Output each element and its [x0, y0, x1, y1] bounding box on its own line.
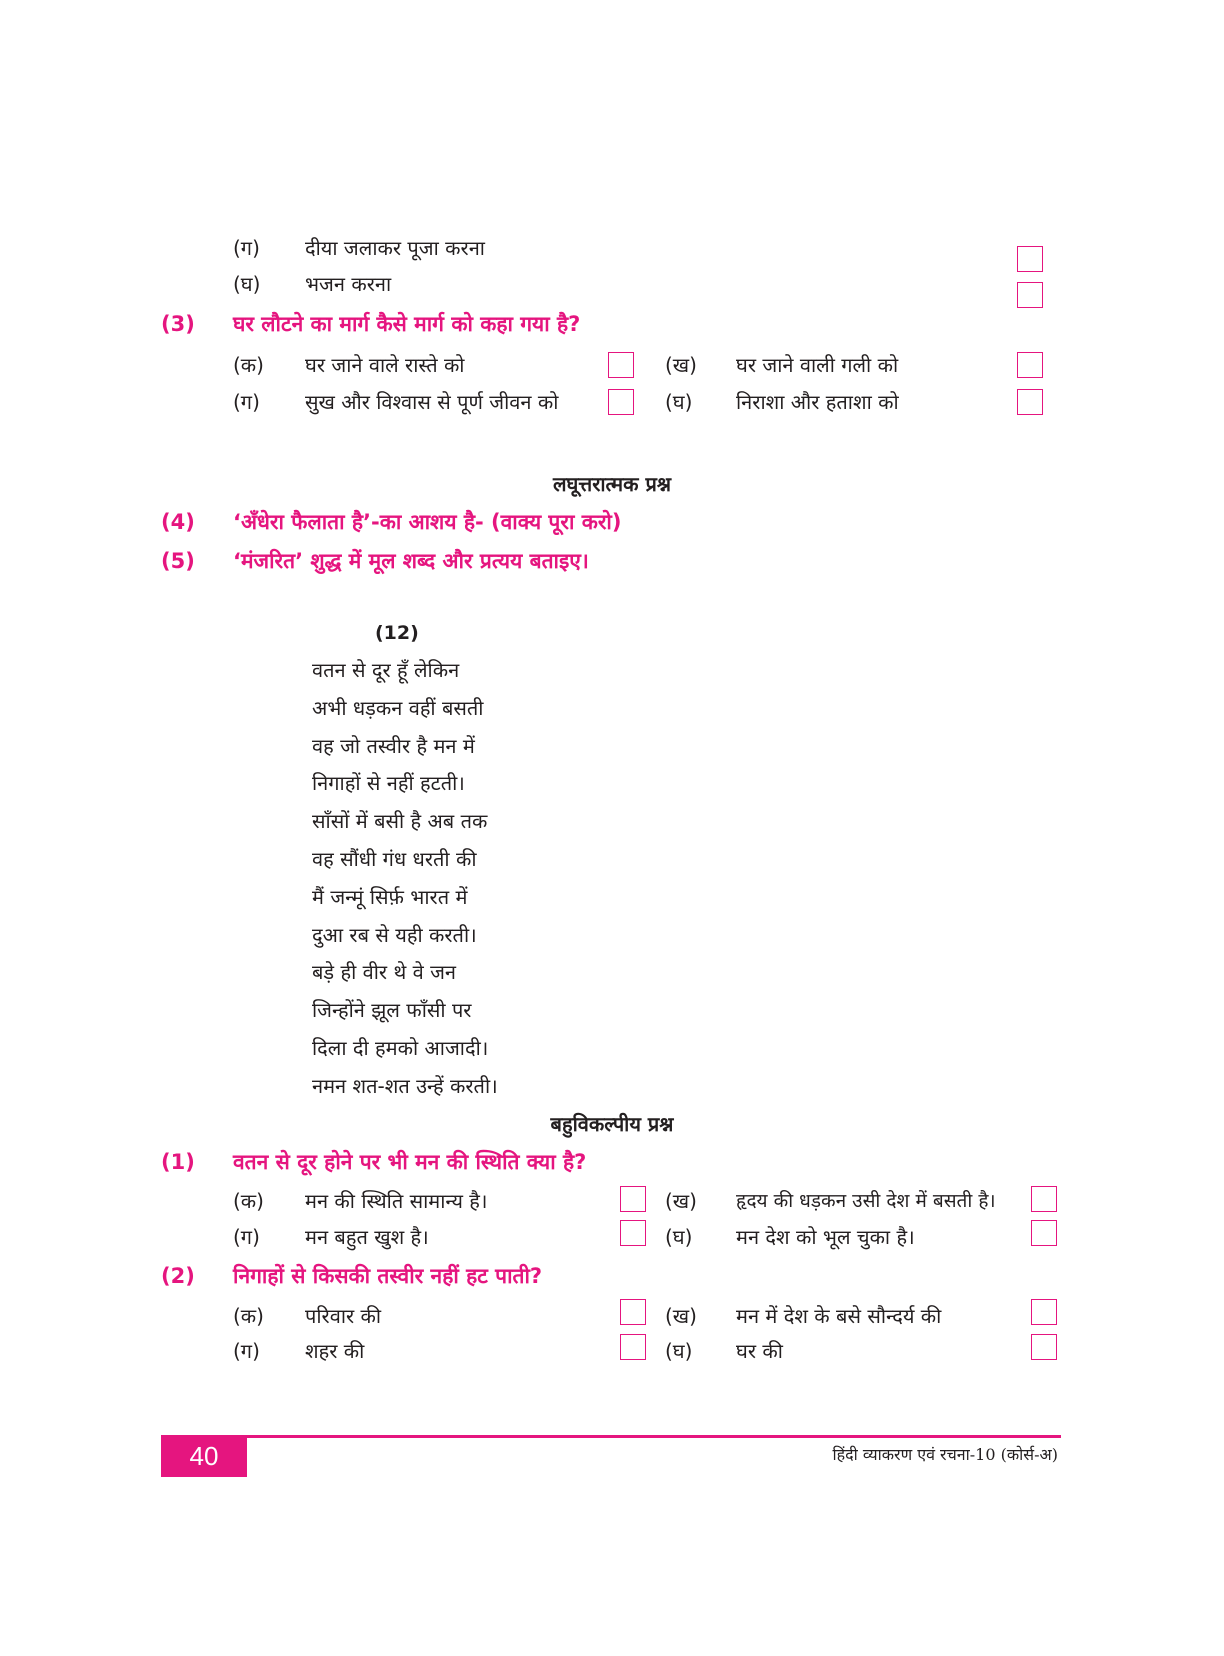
option-label: (घ) — [665, 390, 693, 414]
option-text: घर की — [736, 1339, 783, 1363]
answer-checkbox[interactable] — [620, 1220, 646, 1246]
question-number: (3) — [161, 312, 195, 336]
answer-checkbox[interactable] — [620, 1299, 646, 1325]
option-text: निराशा और हताशा को — [736, 390, 899, 414]
poem-line: अभी धड़कन वहीं बसती — [312, 695, 484, 720]
option-label: (ग) — [233, 1225, 260, 1249]
question-number: (2) — [161, 1264, 195, 1288]
question-number: (5) — [161, 549, 195, 573]
answer-checkbox[interactable] — [1031, 1220, 1057, 1246]
book-title: हिंदी व्याकरण एवं रचना-10 (कोर्स-अ) — [832, 1445, 1058, 1464]
option-label: (ग) — [233, 1339, 260, 1363]
option-text: मन बहुत खुश है। — [305, 1225, 429, 1249]
answer-checkbox[interactable] — [1017, 282, 1043, 308]
option-text: परिवार की — [305, 1304, 382, 1328]
answer-checkbox[interactable] — [620, 1186, 646, 1212]
page-number: 40 — [189, 1441, 219, 1471]
option-text: दीया जलाकर पूजा करना — [305, 236, 485, 260]
option-text: मन देश को भूल चुका है। — [736, 1225, 915, 1249]
option-text: भजन करना — [305, 272, 392, 296]
footer-rule — [161, 1435, 1061, 1438]
answer-checkbox[interactable] — [1017, 389, 1043, 415]
option-label: (घ) — [665, 1225, 693, 1249]
section-heading: लघूत्तरात्मक प्रश्न — [553, 472, 671, 496]
poem-line: दुआ रब से यही करती। — [312, 922, 477, 947]
option-text: मन की स्थिति सामान्य है। — [305, 1189, 488, 1213]
option-label: (ख) — [665, 353, 697, 377]
option-text: मन में देश के बसे सौन्दर्य की — [736, 1304, 942, 1328]
poem-line: वह जो तस्वीर है मन में — [312, 733, 475, 758]
poem-line: वह सौंधी गंध धरती की — [312, 846, 477, 871]
option-label: (ख) — [665, 1189, 697, 1213]
option-text: हृदय की धड़कन उसी देश में बसती है। — [736, 1190, 996, 1212]
question-text: वतन से दूर होने पर भी मन की स्थिति क्या है? — [233, 1150, 587, 1174]
answer-checkbox[interactable] — [1031, 1186, 1057, 1212]
poem-line: साँसों में बसी है अब तक — [312, 809, 488, 834]
option-label: (क) — [233, 1304, 264, 1328]
answer-checkbox[interactable] — [1031, 1334, 1057, 1360]
option-text: शहर की — [305, 1339, 365, 1363]
answer-checkbox[interactable] — [1017, 352, 1043, 378]
option-text: घर जाने वाले रास्ते को — [305, 353, 465, 377]
poem-line: बड़े ही वीर थे वे जन — [312, 960, 457, 985]
poem-number: (12) — [375, 622, 419, 644]
poem-line: जिन्होंने झूल फाँसी पर — [312, 998, 472, 1023]
answer-checkbox[interactable] — [608, 389, 634, 415]
question-text: ‘अँधेरा फैलाता है’-का आशय है- (वाक्य पूरा करो) — [233, 510, 622, 534]
poem-line: वतन से दूर हूँ लेकिन — [312, 658, 460, 682]
answer-checkbox[interactable] — [1017, 246, 1043, 272]
option-label: (क) — [233, 1189, 264, 1213]
poem-line: नमन शत-शत उन्हें करती। — [312, 1073, 498, 1098]
answer-checkbox[interactable] — [620, 1334, 646, 1360]
answer-checkbox[interactable] — [608, 352, 634, 378]
section-heading: बहुविकल्पीय प्रश्न — [550, 1112, 674, 1136]
option-text: सुख और विश्वास से पूर्ण जीवन को — [305, 390, 559, 414]
option-label: (ग) — [233, 236, 260, 260]
question-text: ‘मंजरित’ शुद्ध में मूल शब्द और प्रत्यय बताइए। — [233, 549, 589, 573]
poem-line: दिला दी हमको आजादी। — [312, 1035, 489, 1060]
poem-stanza — [312, 652, 498, 1106]
question-number: (4) — [161, 510, 195, 534]
option-label: (ख) — [665, 1304, 697, 1328]
option-label: (ग) — [233, 390, 260, 414]
poem-line: मैं जन्मूं सिर्फ़ भारत में — [312, 884, 468, 909]
question-text: निगाहों से किसकी तस्वीर नहीं हट पाती? — [233, 1264, 543, 1288]
question-text: घर लौटने का मार्ग कैसे मार्ग को कहा गया है? — [233, 312, 581, 336]
option-label: (घ) — [665, 1339, 693, 1363]
poem-line: निगाहों से नहीं हटती। — [312, 771, 465, 796]
question-number: (1) — [161, 1150, 195, 1174]
option-label: (क) — [233, 353, 264, 377]
option-text: घर जाने वाली गली को — [736, 353, 899, 377]
option-label: (घ) — [233, 272, 261, 296]
answer-checkbox[interactable] — [1031, 1299, 1057, 1325]
